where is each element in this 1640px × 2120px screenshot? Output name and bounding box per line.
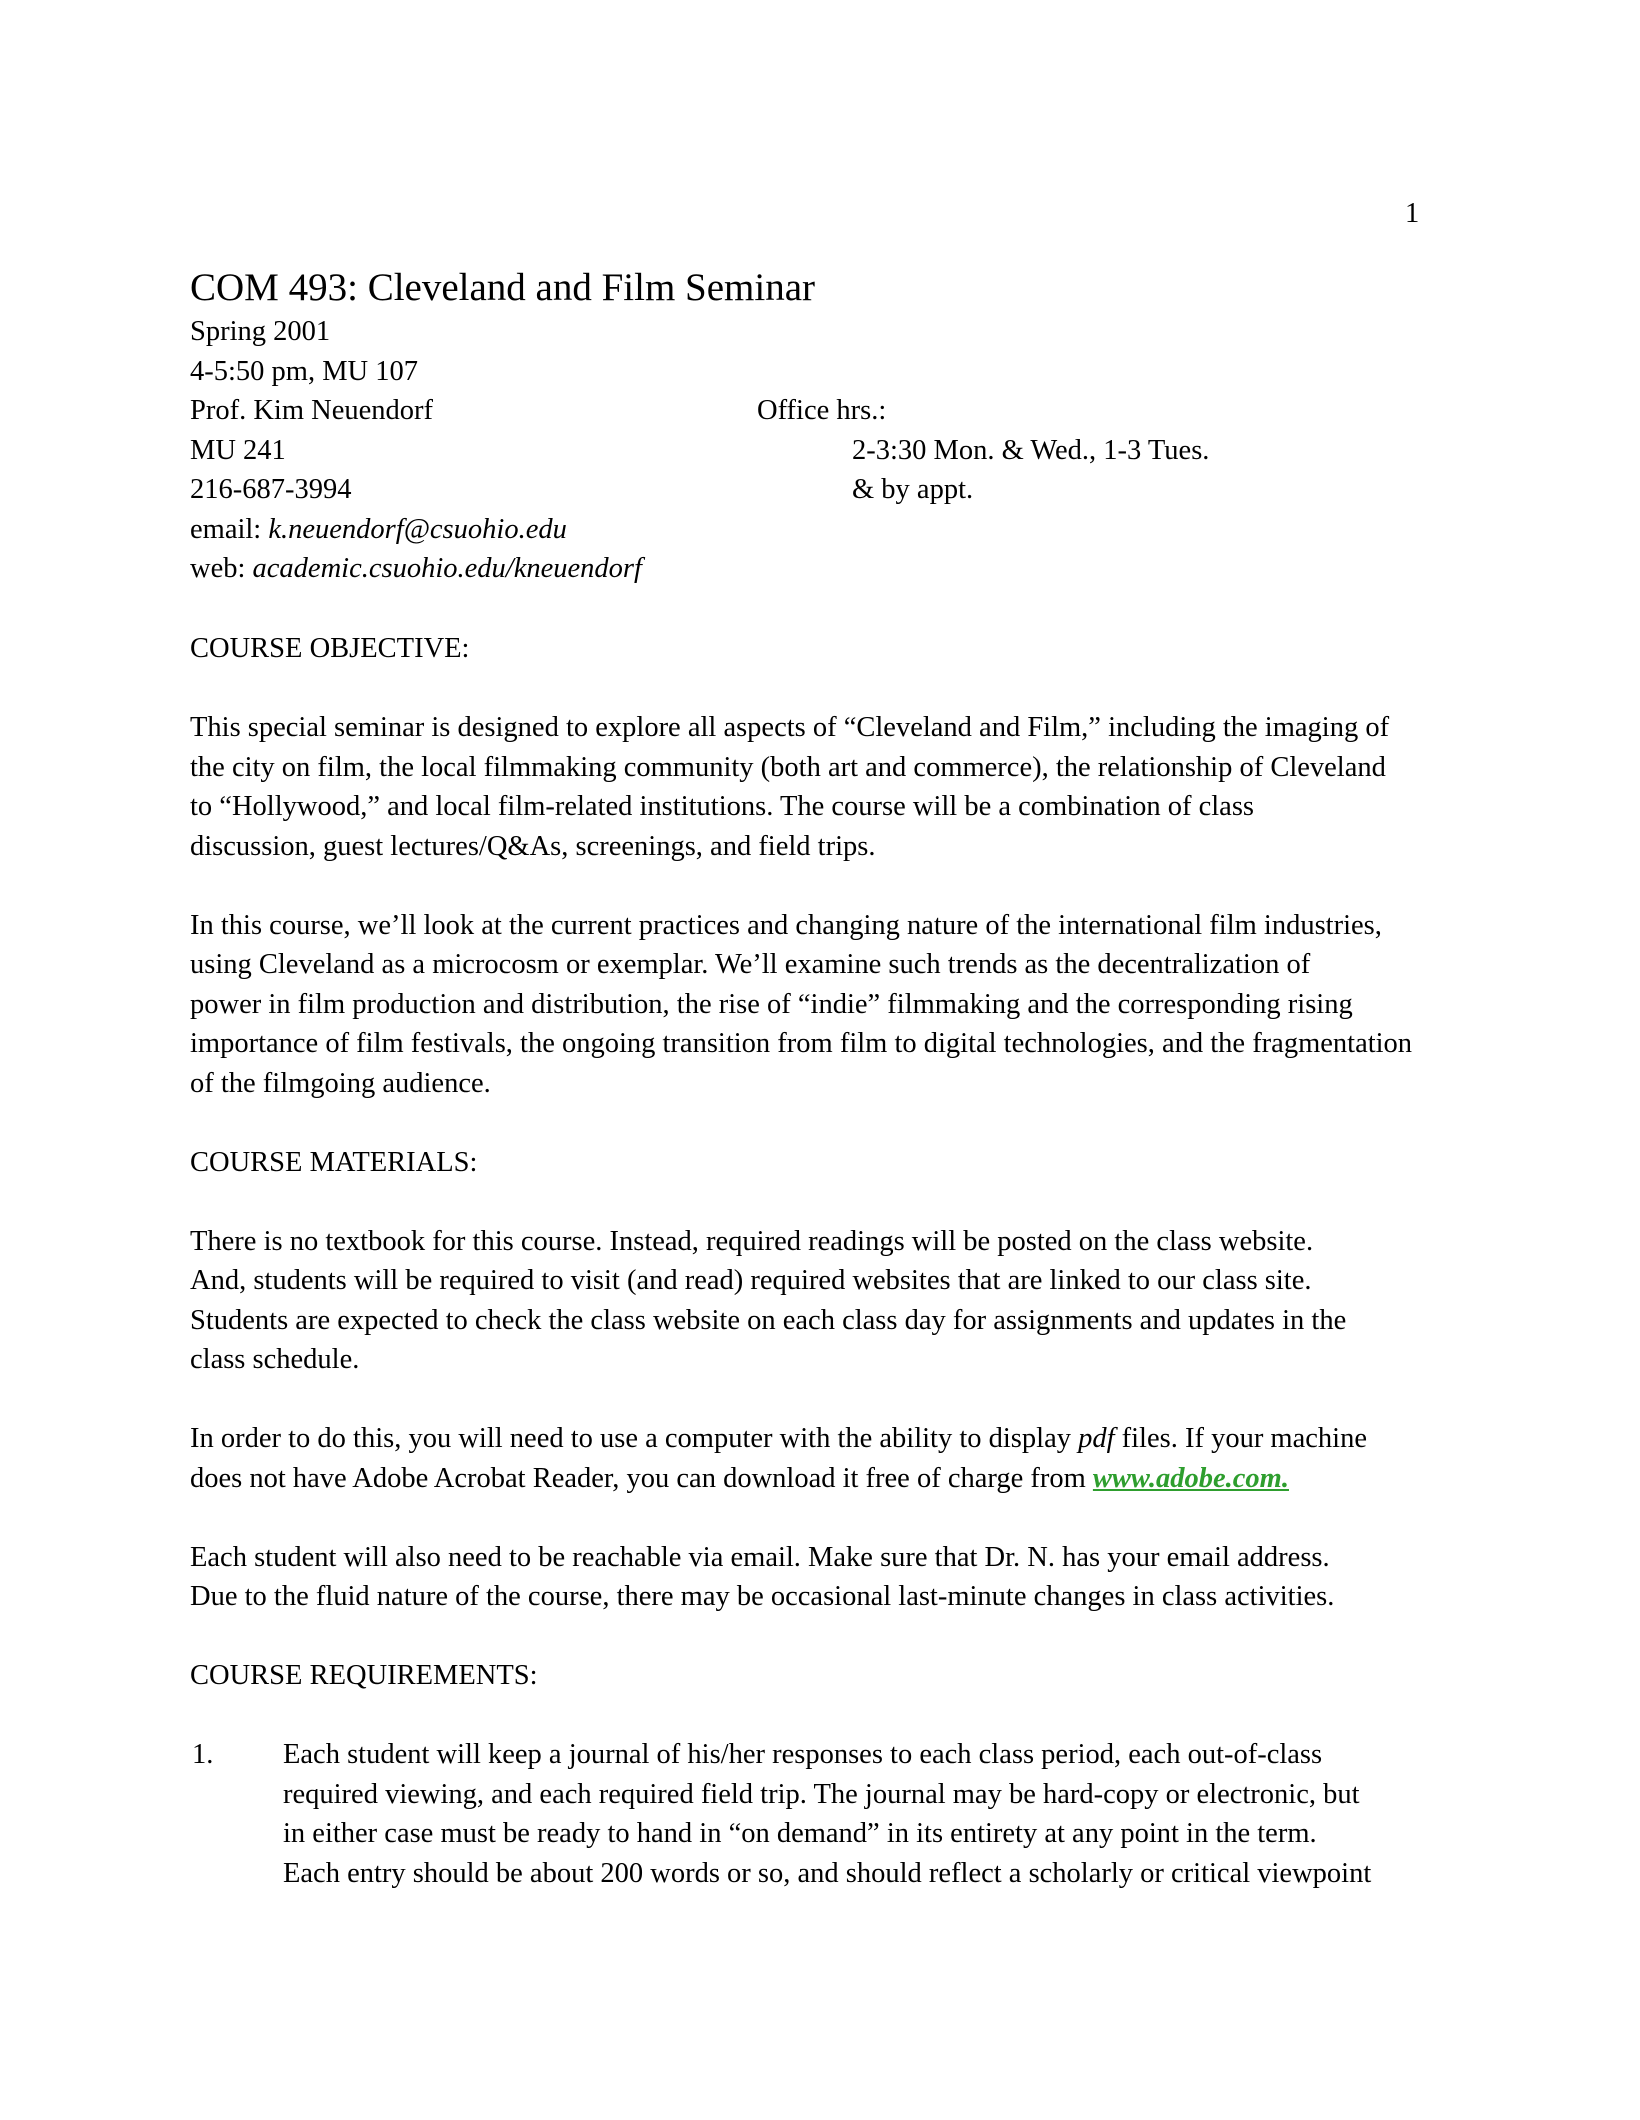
requirement-item [190, 1735, 1550, 1893]
paragraph-line: discussion, guest lectures/Q&As, screenings, and field trips. [190, 830, 876, 862]
professor-line [190, 391, 1490, 431]
office-room: MU 241 [190, 434, 286, 466]
syllabus-body [190, 629, 1550, 1893]
document-title: COM 493: Cleveland and Film Seminar [190, 266, 816, 309]
paragraph-line: the city on film, the local filmmaking community (both art and commerce), the relationship of Cleveland [190, 751, 1386, 783]
professor-name: Prof. Kim Neuendorf [190, 395, 433, 426]
web-line [190, 549, 1490, 589]
paragraph-line: In this course, we’ll look at the current practices and changing nature of the international film industries, [190, 909, 1382, 941]
phone-line [190, 470, 1490, 510]
page-number: 1 [1405, 198, 1420, 229]
email-label: email: [190, 513, 269, 545]
pdf-term: pdf [1078, 1423, 1115, 1454]
time-room: 4-5:50 pm, MU 107 [190, 355, 418, 387]
text-run: In order to do this, you will need to use a computer with the ability to display [190, 1423, 1079, 1454]
paragraph-line: Due to the fluid nature of the course, there may be occasional last-minute changes in class activities. [190, 1581, 1335, 1612]
office-hours-label: Office hrs.: [757, 395, 887, 426]
email-address: k.neuendorf@csuohio.edu [268, 513, 567, 545]
materials-paragraph-1 [190, 1222, 1550, 1380]
paragraph-line: There is no textbook for this course. Instead, required readings will be posted on the class website. [190, 1225, 1314, 1257]
office-room-line [190, 431, 1490, 471]
text-run: does not have Adobe Acrobat Reader, you can download it free of charge from [190, 1462, 1093, 1494]
office-hours-appointment: & by appt. [852, 474, 974, 505]
paragraph-line: using Cleveland as a microcosm or exemplar. We’ll examine such trends as the decentralization of [190, 949, 1311, 980]
paragraph-line: power in film production and distribution, the rise of “indie” filmmaking and the corresponding rising [190, 988, 1353, 1020]
requirement-number: 1. [192, 1739, 214, 1770]
paragraph-line: Each entry should be about 200 words or so, and should reflect a scholarly or critical viewpoint [283, 1857, 1372, 1889]
web-label: web: [190, 553, 253, 584]
paragraph-line: And, students will be required to visit (and read) required websites that are linked to our class site. [190, 1265, 1312, 1296]
paragraph-line: This special seminar is designed to explore all aspects of “Cleveland and Film,” including the imaging of [190, 712, 1390, 743]
term-line [190, 312, 1490, 352]
phone-number: 216-687-3994 [190, 474, 352, 505]
objective-paragraph-1 [190, 708, 1550, 866]
paragraph-line: Students are expected to check the class website on each class day for assignments and updates in the [190, 1304, 1347, 1336]
paragraph-line [190, 1459, 1550, 1499]
materials-paragraph-2 [190, 1419, 1550, 1498]
paragraph-line: of the filmgoing audience. [190, 1067, 491, 1099]
paragraph-line [190, 1419, 1550, 1459]
adobe-link[interactable]: www.adobe.com. [1092, 1462, 1289, 1494]
paragraph-line: Each student will keep a journal of his/her responses to each class period, each out-of-class [283, 1739, 1323, 1770]
time-room-line [190, 352, 1490, 392]
web-address: academic.csuohio.edu/kneuendorf [252, 553, 642, 584]
requirements-heading: COURSE REQUIREMENTS: [190, 1660, 538, 1691]
office-hours-days: 2-3:30 Mon. & Wed., 1-3 Tues. [852, 434, 1210, 466]
objective-heading: COURSE OBJECTIVE: [190, 633, 470, 664]
materials-paragraph-3 [190, 1538, 1550, 1617]
objective-paragraph-2 [190, 906, 1550, 1104]
materials-heading: COURSE MATERIALS: [190, 1146, 478, 1178]
email-line [190, 510, 1490, 550]
paragraph-line: importance of film festivals, the ongoing transition from film to digital technologies, and the fragmentation [190, 1028, 1413, 1059]
paragraph-line: in either case must be ready to hand in “on demand” in its entirety at any point in the term. [283, 1818, 1317, 1849]
paragraph-line: Each student will also need to be reachable via email. Make sure that Dr. N. has your email address. [190, 1541, 1330, 1573]
paragraph-line: to “Hollywood,” and local film-related institutions. The course will be a combination of class [190, 791, 1255, 822]
course-header [190, 312, 1490, 589]
paragraph-line: class schedule. [190, 1344, 360, 1375]
text-run: files. If your machine [1114, 1423, 1367, 1454]
term: Spring 2001 [190, 316, 331, 347]
paragraph-line: required viewing, and each required field trip. The journal may be hard-copy or electronic, but [283, 1778, 1360, 1810]
